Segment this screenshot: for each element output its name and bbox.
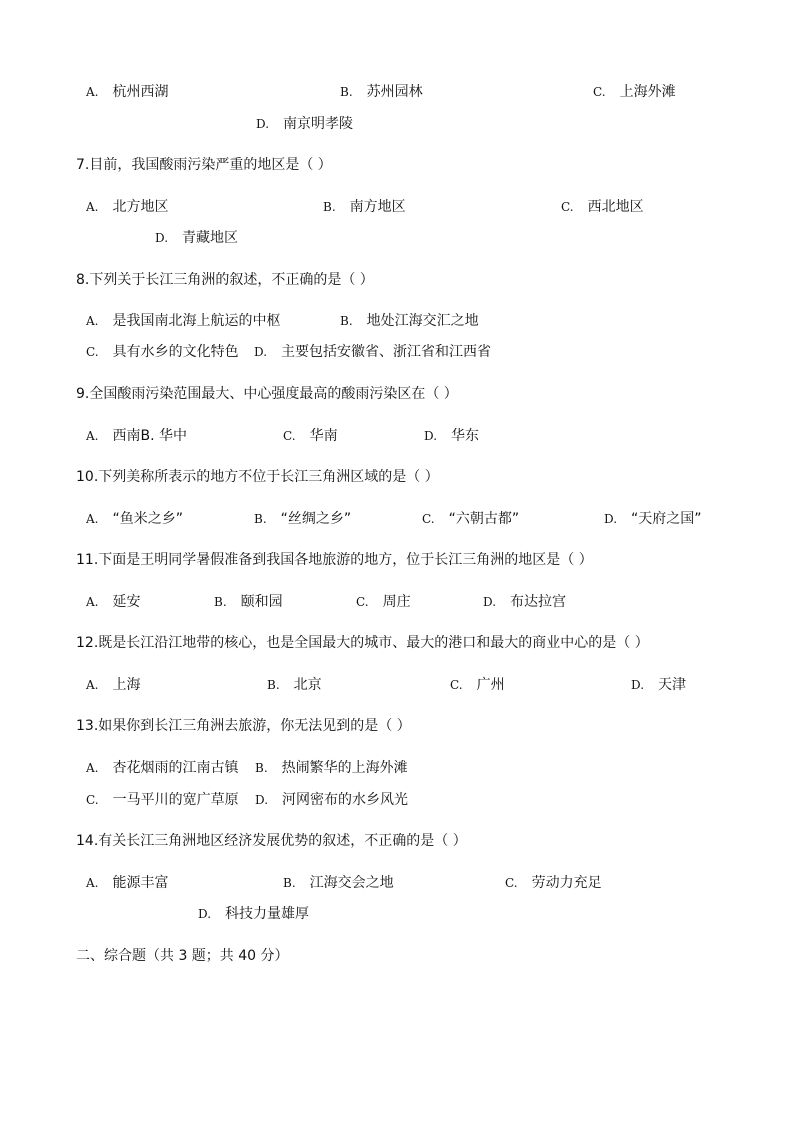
option-text: 杭州西湖 [112,84,169,100]
option-text: 上海 [112,677,141,693]
option-text: 北方地区 [112,199,169,215]
option-text: “鱼米之乡” [112,511,183,527]
option-text: 是我国南北海上航运的中枢 [112,313,281,329]
q7-option-c[interactable] [561,197,644,217]
q10-option-d[interactable] [604,509,702,529]
option-text: 华东 [451,428,480,444]
option-text: 地处江海交汇之地 [366,313,479,329]
question-9-stem: 9.全国酸雨污染范围最大、中心强度最高的酸雨污染区在（ ） [76,386,458,402]
option-text: 杏花烟雨的江南古镇 [112,760,239,776]
option-text: 河网密布的水乡风光 [282,792,409,808]
option-text: 能源丰富 [112,875,169,891]
option-letter: A. [86,876,99,890]
option-letter: B. [267,678,280,692]
q9-option-d[interactable] [424,426,479,446]
q12-option-c[interactable] [450,675,505,695]
option-text: 华南 [309,428,338,444]
option-letter: A. [86,200,99,214]
question-8-stem: 8.下列关于长江三角洲的叙述，不正确的是（ ） [76,272,374,288]
option-letter: C. [86,793,99,807]
section-heading: 二、综合题（共 3 题；共 40 分） [76,948,289,964]
q11-option-c[interactable] [356,592,411,612]
option-text: “天府之国” [631,511,702,527]
option-text: 科技力量雄厚 [225,906,310,922]
option-text: 延安 [112,594,141,610]
q14-option-a[interactable] [86,873,168,893]
option-letter: A. [86,314,99,328]
q13-option-a[interactable] [86,758,238,778]
q10-option-b[interactable] [254,509,351,529]
option-text: 苏州园林 [366,84,423,100]
option-letter: D. [155,231,169,245]
q7-option-a[interactable] [86,197,168,217]
option-text: 周庄 [382,594,411,610]
option-letter: D. [604,512,618,526]
question-7-stem: 7.目前，我国酸雨污染严重的地区是（ ） [76,157,332,173]
option-text: 天津 [658,677,687,693]
q9-option-a[interactable] [86,426,187,446]
option-text: 青藏地区 [182,230,239,246]
option-letter: C. [593,85,606,99]
option-letter: C. [283,429,296,443]
option-letter: A. [86,678,99,692]
option-letter: B. [283,876,296,890]
q8-option-b[interactable] [340,311,479,331]
q6-option-c[interactable] [593,82,676,102]
q7-option-d[interactable] [155,228,238,248]
q12-option-b[interactable] [267,675,322,695]
option-text: 西南B. 华中 [112,428,187,444]
q9-option-c[interactable] [283,426,338,446]
option-letter: B. [340,85,353,99]
q13-option-b[interactable] [255,758,408,778]
question-13-stem: 13.如果你到长江三角洲去旅游，你无法见到的是（ ） [76,718,411,734]
option-letter: C. [450,678,463,692]
option-text: 上海外滩 [619,84,676,100]
option-letter: B. [340,314,353,328]
option-letter: D. [256,117,270,131]
option-letter: D. [424,429,438,443]
option-text: “丝绸之乡” [280,511,352,527]
option-letter: C. [356,595,369,609]
question-14-stem: 14.有关长江三角洲地区经济发展优势的叙述，不正确的是（ ） [76,833,467,849]
option-letter: D. [254,345,268,359]
q6-option-b[interactable] [340,82,423,102]
option-text: 主要包括安徽省、浙江省和江西省 [281,344,492,360]
option-letter: C. [505,876,518,890]
q10-option-c[interactable] [422,509,519,529]
q6-option-d[interactable] [256,114,353,134]
q12-option-a[interactable] [86,675,140,695]
q14-option-c[interactable] [505,873,602,893]
option-text: 热闹繁华的上海外滩 [281,760,408,776]
option-text: 江海交会之地 [309,875,394,891]
q11-option-a[interactable] [86,592,140,612]
option-letter: A. [86,595,99,609]
option-text: 颐和园 [240,594,283,610]
option-letter: A. [86,512,99,526]
option-letter: D. [483,595,497,609]
question-11-stem: 11.下面是王明同学暑假准备到我国各地旅游的地方，位于长江三角洲的地区是（ ） [76,552,593,568]
option-text: 北京 [293,677,322,693]
option-text: 劳动力充足 [531,875,602,891]
question-10-stem: 10.下列美称所表示的地方不位于长江三角洲区域的是（ ） [76,469,439,485]
option-letter: C. [561,200,574,214]
option-letter: B. [254,512,267,526]
q14-option-b[interactable] [283,873,394,893]
q8-option-d[interactable] [254,342,491,362]
q6-option-a[interactable] [86,82,168,102]
option-letter: B. [255,761,268,775]
option-text: 布达拉宫 [510,594,567,610]
option-letter: D. [631,678,645,692]
option-text: 一马平川的宽广草原 [112,792,239,808]
q12-option-d[interactable] [631,675,686,695]
q11-option-d[interactable] [483,592,566,612]
option-letter: A. [86,429,99,443]
option-text: 西北地区 [587,199,644,215]
q14-option-d[interactable] [198,904,309,924]
q8-option-c[interactable] [86,342,239,362]
q10-option-a[interactable] [86,509,183,529]
q13-option-d[interactable] [255,790,408,810]
option-letter: D. [255,793,269,807]
q11-option-b[interactable] [214,592,283,612]
option-letter: B. [323,200,336,214]
option-letter: D. [198,907,212,921]
option-text: 广州 [476,677,505,693]
option-letter: C. [422,512,435,526]
q8-option-a[interactable] [86,311,280,331]
q13-option-c[interactable] [86,790,239,810]
option-text: 南方地区 [349,199,406,215]
option-letter: A. [86,761,99,775]
option-letter: C. [86,345,99,359]
option-letter: B. [214,595,227,609]
option-text: “六朝古都” [448,511,520,527]
question-12-stem: 12.既是长江沿江地带的核心，也是全国最大的城市、最大的港口和最大的商业中心的是（ ） [76,635,649,651]
q7-option-b[interactable] [323,197,406,217]
option-text: 南京明孝陵 [283,116,354,132]
option-text: 具有水乡的文化特色 [112,344,239,360]
option-letter: A. [86,85,99,99]
